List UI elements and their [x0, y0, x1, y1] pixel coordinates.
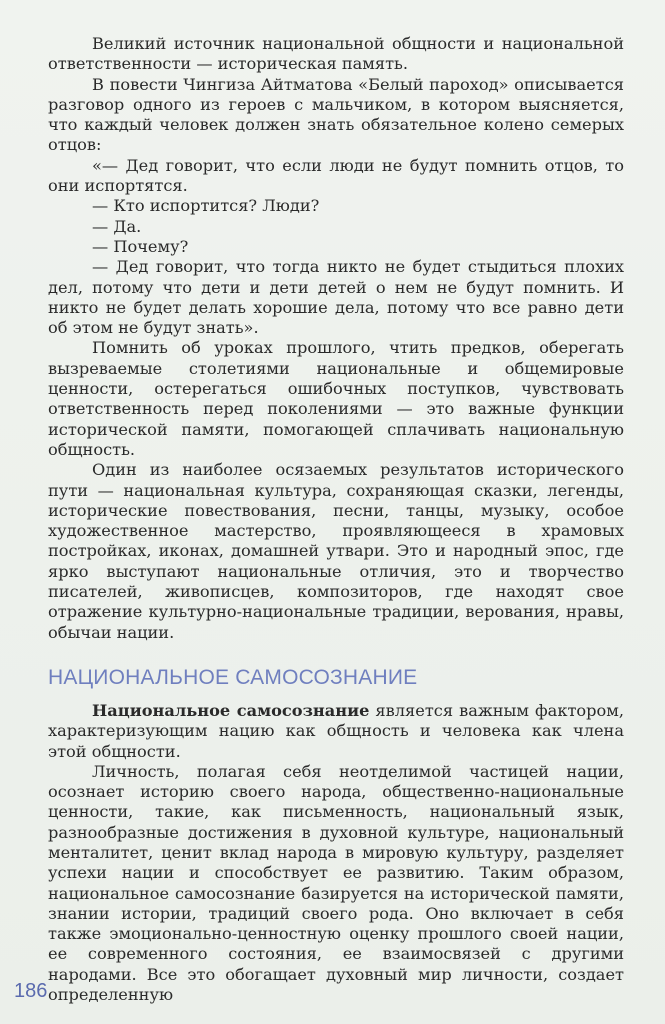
- dialogue-line-3: — Да.: [92, 216, 142, 236]
- paragraph-national-culture: Один из наиболее осязаемых результатов исторического пути — национальная культура, сохраняющая сказки, легенды, исторические повествования, песни, танцы, музыку, особое художественное мастерство, проявляющееся в храмовых постройках, иконах, домашней утвари. Это и народный эпос, где ярко выступают национальные отличия, это и творчество писателей, живописцев, композиторов, где находят свое отражение культурно-национальные традиции, верования, нравы, обычаи нации.: [48, 460, 624, 642]
- defined-term: Национальное самосознание: [92, 700, 370, 720]
- paragraph-historical-memory: Великий источник национальной общности и национальной ответственности — историческая память.: [48, 34, 624, 74]
- page-number: 186: [14, 980, 48, 1002]
- definition-text: является важным фактором, характеризующим нацию как общность и человека как члена этой общности.: [48, 700, 624, 761]
- paragraph-personality: Личность, полагая себя неотделимой частицей нации, осознает историю своего народа, общественно-национальные ценности, такие, как письменность, национальный язык, разнообразные достижения в духовной культуре, национальный менталитет, ценит вклад народа в мировую культуру, разделяет успехи нации и способствует ее развитию. Таким образом, национальное самосознание базируется на исторической памяти, знании истории, традиций своего рода. Оно включает в себя также эмоционально-ценностную оценку прошлого своей нации, ее современного состояния, ее взаимосвязей с другими народами. Все это обогащает духовный мир личности, создает определенную: [48, 761, 624, 1005]
- paragraph-white-steamship: В повести Чингиза Айтматова «Белый пароход» описывается разговор одного из героев с мальчиком, в котором выясняется, что каждый человек должен знать обязательное колено семерых отцов:: [48, 74, 624, 155]
- paragraph-self-awareness-definition: [48, 701, 624, 762]
- dialogue-line-1: «— Дед говорит, что если люди не будут помнить отцов, то они испортятся.: [48, 155, 624, 196]
- section-heading: НАЦИОНАЛЬНОЕ САМОСОЗНАНИЕ: [48, 665, 418, 689]
- body-text: [48, 34, 624, 1005]
- dialogue-line-2: — Кто испортится? Люди?: [92, 196, 320, 216]
- dialogue-line-4: — Почему?: [92, 236, 189, 256]
- dialogue-line-5: — Дед говорит, что тогда никто не будет стыдиться плохих дел, потому что дети и дети детей о нем не будут помнить. И никто не будет делать хорошие дела, потому что все равно дети об этом не будут знать».: [48, 257, 624, 338]
- paragraph-lessons-of-past: Помнить об уроках прошлого, чтить предков, оберегать вызреваемые столетиями национальные и общемировые ценности, остерегаться ошибочных поступков, чувствовать ответственность перед поколениями — это важные функции исторической памяти, помогающей сплачивать национальную общность.: [48, 338, 624, 459]
